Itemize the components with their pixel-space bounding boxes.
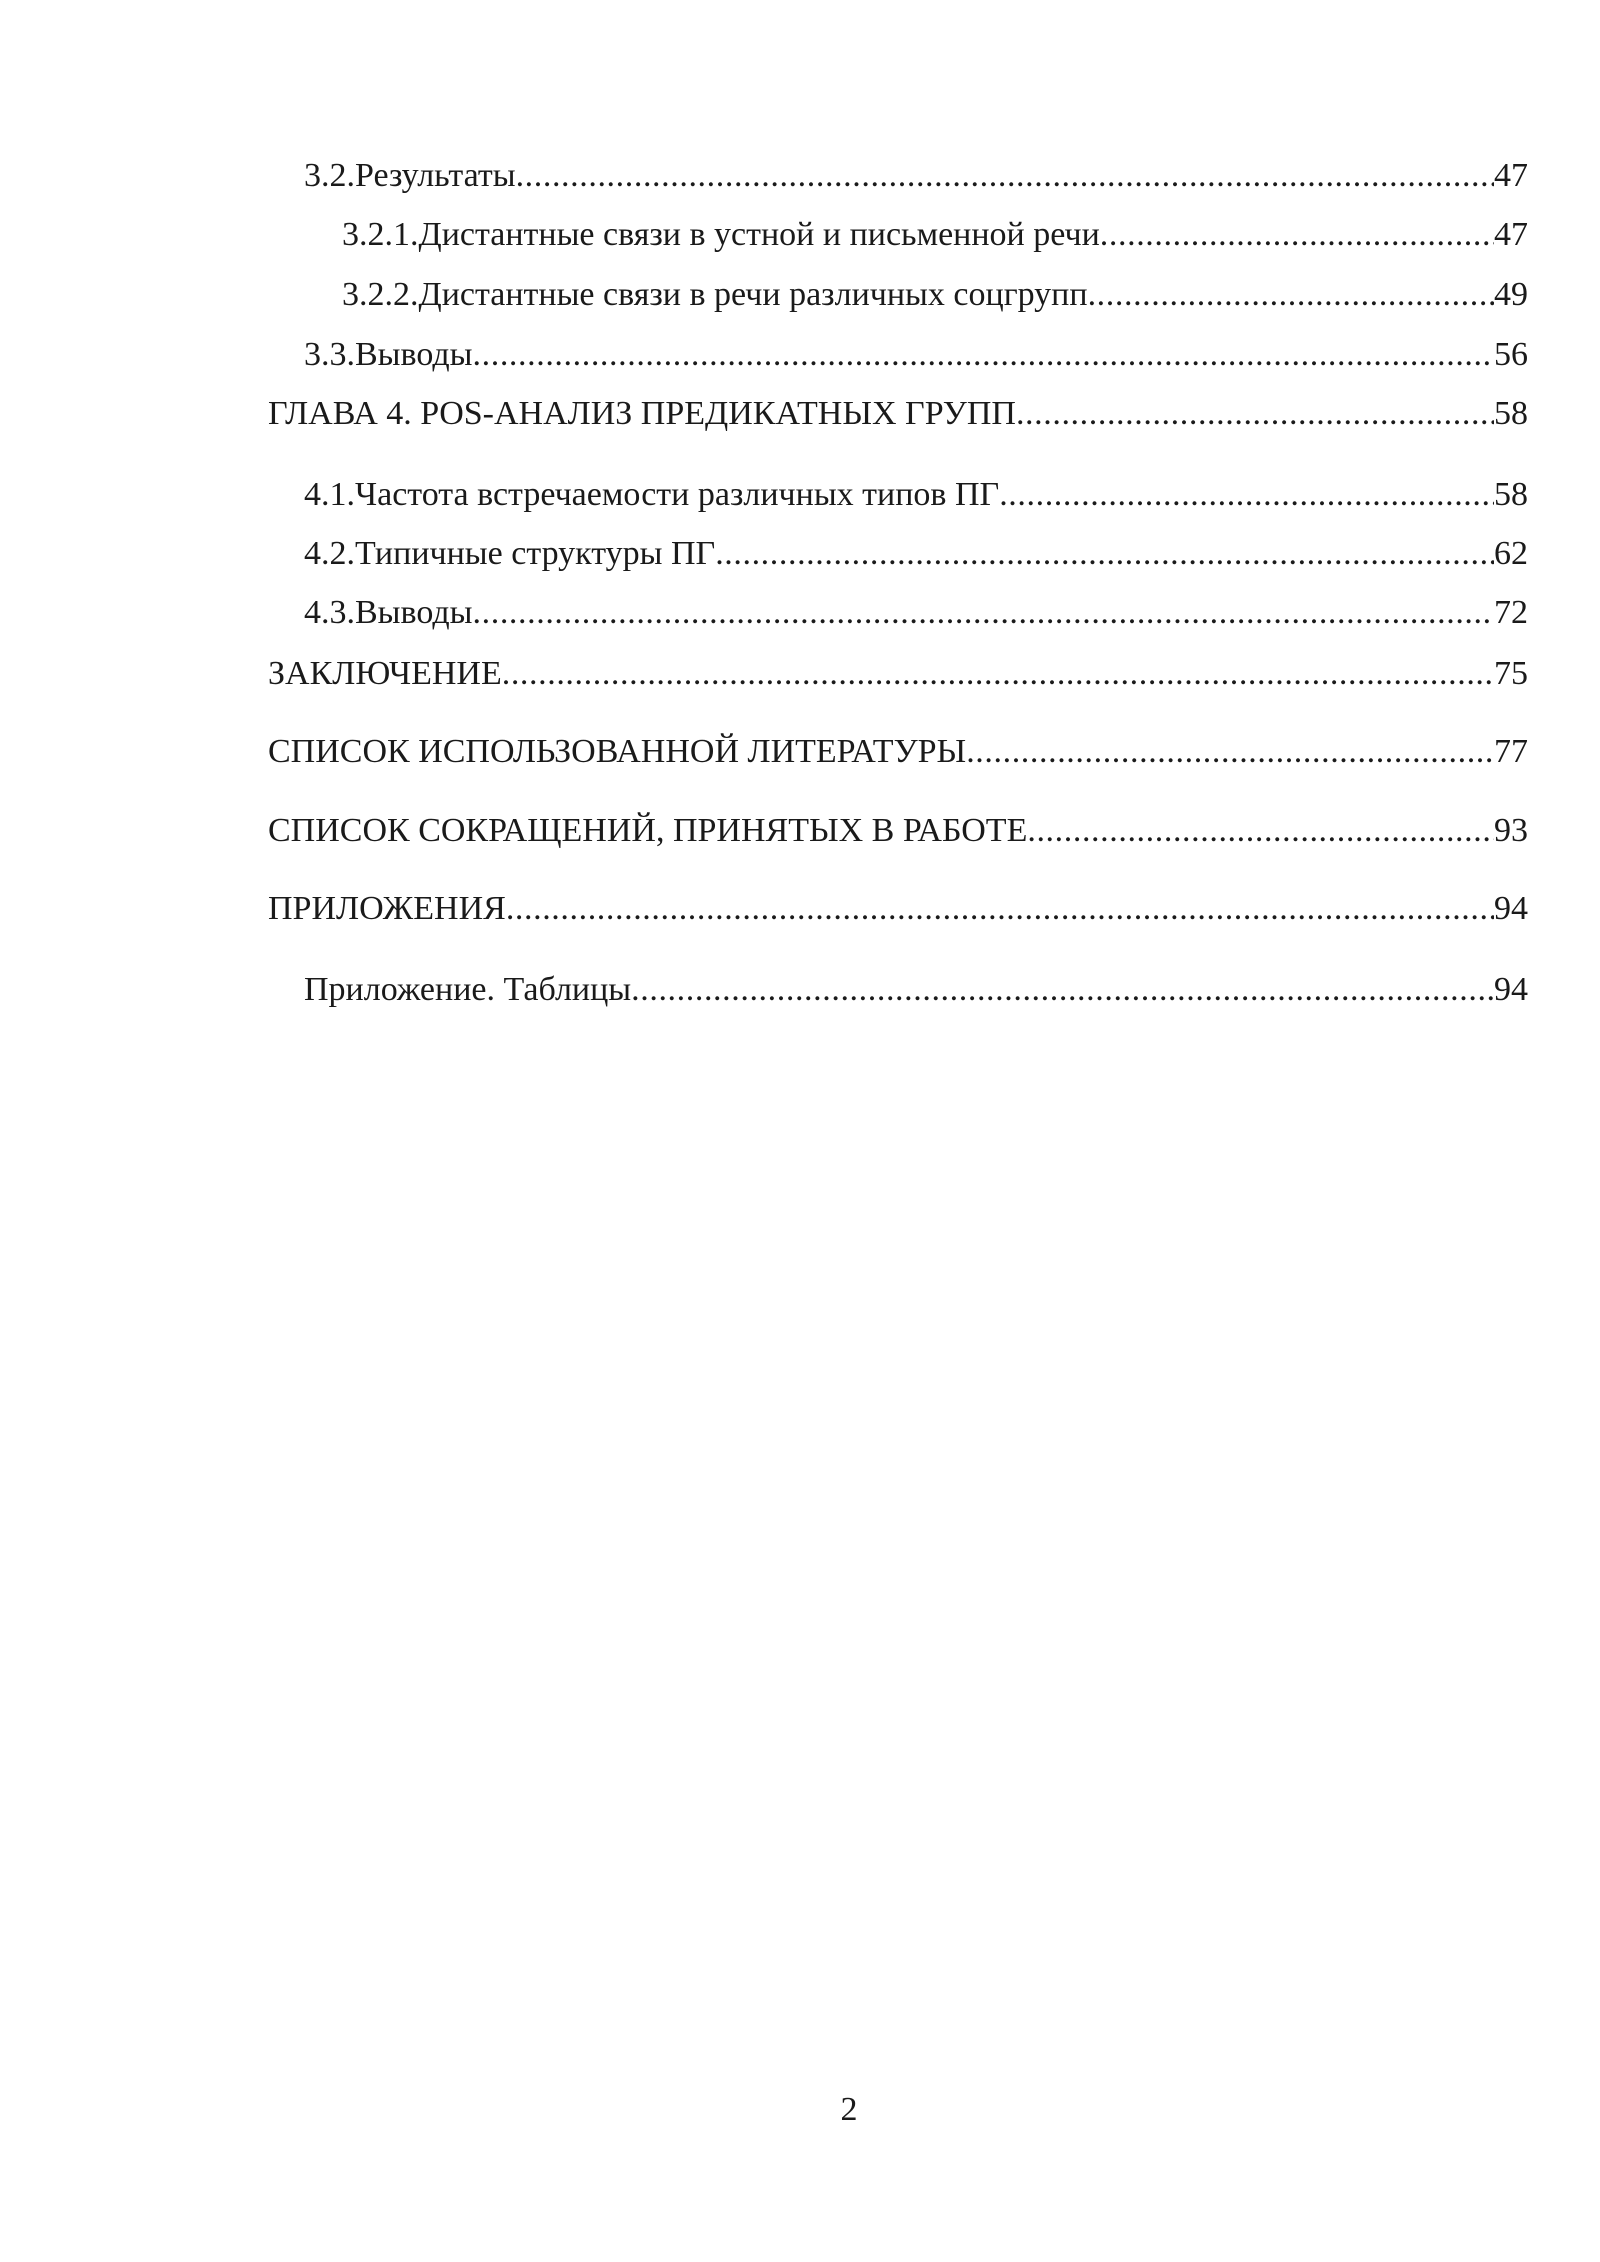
toc-entry-page: 94 xyxy=(1494,890,1528,927)
toc-entry-4-1[interactable] xyxy=(304,473,1528,517)
toc-entry-title: Дистантные связи в речи различных соцгрупп xyxy=(418,276,1088,313)
dot-leader xyxy=(1088,273,1494,317)
toc-entry-3-3[interactable] xyxy=(304,333,1528,377)
toc-entry-3-2-1[interactable] xyxy=(342,213,1528,257)
page-number: 2 xyxy=(840,2091,858,2128)
toc-entry-4-2[interactable] xyxy=(304,532,1528,576)
toc-entry-page: 62 xyxy=(1494,535,1528,572)
toc-entry-title: ГЛАВА 4. POS-АНАЛИЗ ПРЕДИКАТНЫХ ГРУПП xyxy=(268,395,1016,432)
toc-entry-title: ЗАКЛЮЧЕНИЕ xyxy=(268,655,502,692)
toc-entry-references[interactable] xyxy=(268,730,1528,774)
toc-entry-title: Результаты xyxy=(355,157,516,194)
toc-entry-number: 3.2.1. xyxy=(342,216,419,253)
toc-entry-title: СПИСОК СОКРАЩЕНИЙ, ПРИНЯТЫХ В РАБОТЕ xyxy=(268,812,1028,849)
dot-leader xyxy=(999,473,1494,517)
toc-entry-page: 49 xyxy=(1494,276,1528,313)
toc-entry-page: 47 xyxy=(1494,157,1528,194)
toc-entry-appendices[interactable] xyxy=(268,887,1528,931)
toc-entry-3-2[interactable] xyxy=(304,154,1528,198)
toc-entry-title: ПРИЛОЖЕНИЯ xyxy=(268,890,506,927)
dot-leader xyxy=(473,591,1494,635)
toc-entry-conclusion[interactable] xyxy=(268,652,1528,696)
toc-entry-number: 4.1. xyxy=(304,476,355,513)
toc-entry-number: 3.2.2. xyxy=(342,276,419,313)
dot-leader xyxy=(502,652,1494,696)
toc-entry-title: Выводы xyxy=(355,594,473,631)
toc-entry-number: 3.3. xyxy=(304,336,355,373)
dot-leader xyxy=(506,887,1494,931)
dot-leader xyxy=(1100,213,1494,257)
toc-entry-title: Дистантные связи в устной и письменной речи xyxy=(418,216,1100,253)
toc-entry-page: 93 xyxy=(1494,812,1528,849)
toc-entry-title: Выводы xyxy=(355,336,473,373)
toc-entry-page: 77 xyxy=(1494,733,1528,770)
toc-entry-page: 58 xyxy=(1494,476,1528,513)
toc-entry-number: 4.2. xyxy=(304,535,355,572)
toc-entry-page: 47 xyxy=(1494,216,1528,253)
toc-entry-number: 3.2. xyxy=(304,157,355,194)
toc-entry-title: СПИСОК ИСПОЛЬЗОВАННОЙ ЛИТЕРАТУРЫ xyxy=(268,733,967,770)
toc-entry-abbreviations[interactable] xyxy=(268,809,1528,853)
dot-leader xyxy=(1016,392,1494,436)
dot-leader xyxy=(473,333,1494,377)
toc-entry-number: 4.3. xyxy=(304,594,355,631)
toc-entry-page: 58 xyxy=(1494,395,1528,432)
dot-leader xyxy=(1027,809,1494,853)
dot-leader xyxy=(715,532,1494,576)
dot-leader xyxy=(516,154,1494,198)
toc-entry-4-3[interactable] xyxy=(304,591,1528,635)
dot-leader xyxy=(631,968,1494,1012)
toc-entry-page: 94 xyxy=(1494,971,1528,1008)
toc-entry-title: Частота встречаемости различных типов ПГ xyxy=(355,476,1000,513)
toc-entry-title: Типичные структуры ПГ xyxy=(355,535,716,572)
toc-entry-page: 56 xyxy=(1494,336,1528,373)
toc-entry-3-2-2[interactable] xyxy=(342,273,1528,317)
toc-entry-chapter-4[interactable] xyxy=(268,392,1528,436)
dot-leader xyxy=(966,730,1494,774)
toc-entry-appendix-tables[interactable] xyxy=(304,968,1528,1012)
toc-entry-page: 72 xyxy=(1494,594,1528,631)
toc-entry-page: 75 xyxy=(1494,655,1528,692)
toc-entry-title: Приложение. Таблицы xyxy=(304,971,632,1008)
